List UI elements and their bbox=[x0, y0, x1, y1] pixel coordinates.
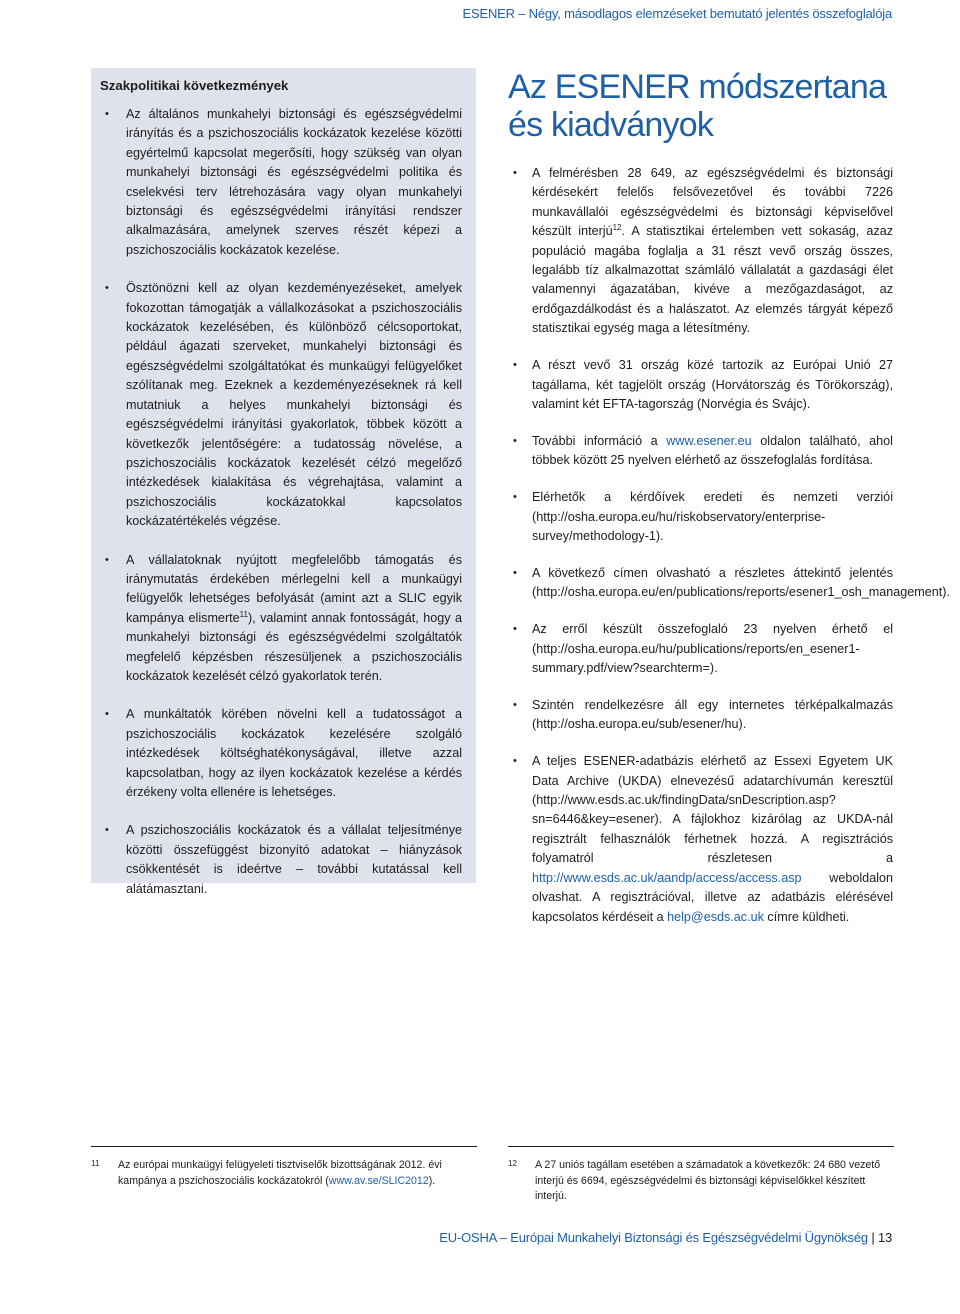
item-text: . A statisztikai értelemben vett sokaság, azaz populáció magába foglalja a 31 részt vevő ország összes, legalább tíz alkalmazottat számláló vállalatát a gazdasági élet valamennyi ágazatában, kivéve a mezőgazdaságot, az erdőgazdálkodást és a halászatot. Az elemzés tárgyát képező statisztikai egység maga a létesítmény. bbox=[532, 224, 893, 336]
list-item: • A következő címen olvasható a részletes áttekintő jelentés (http://osha.europa.eu/en/publications/reports/esener1_osh_management). bbox=[508, 564, 893, 603]
footnote-text: Az európai munkaügyi felügyeleti tisztviselők bizottságának 2012. évi kampánya a pszichoszociális kockázatokról (www.av.se/SLIC2012). bbox=[118, 1159, 442, 1187]
policy-implications-box bbox=[91, 68, 476, 896]
methodology-column bbox=[508, 68, 950, 944]
box-title: Szakpolitikai következmények bbox=[100, 78, 289, 93]
list-item: • A munkáltatók körében növelni kell a tudatosságot a pszichoszociális kockázatok kezelésére szolgáló intézkedések költséghatékonyságával, illetve azzal kapcsolatban, hogy az ilyen kockázatok kezelése a kérdés érzékeny volta ellenére is lehetséges. bbox=[100, 705, 462, 802]
title-line: és kiadványok bbox=[508, 106, 714, 144]
policy-list bbox=[100, 105, 462, 899]
item-text: A teljes ESENER-adatbázis elérhető az Essexi Egyetem UK Data Archive (UKDA) elnevezésű adatarchívumán keresztül (http://www.esds.ac.uk/findingData/snDescription.asp?sn=6446&key=esener). A fájlokhoz kizárólag az UKDA-nál regisztrált felhasználók férhetnek hozzá. A regisztrációs folyamatról részletesen a bbox=[532, 754, 893, 866]
footnote-number: 12 bbox=[508, 1159, 517, 1168]
footnote-11 bbox=[91, 1158, 477, 1189]
footnote-ref[interactable]: 12 bbox=[612, 223, 622, 233]
list-item: • Elérhetők a kérdőívek eredeti és nemzeti verziói (http://osha.europa.eu/hu/riskobservatory/enterprise-survey/methodology-1). bbox=[508, 488, 893, 546]
item-text: ), valamint annak fontosságát, hogy a munkahelyi biztonsági és egészségvédelmi szolgáltatók megfelelő képzésben részesüljenek a pszichoszociális kockázatok kezelését célzó gyakorlatok terén. bbox=[126, 610, 462, 683]
list-item: • A pszichoszociális kockázatok és a vállalat teljesítménye közötti összefüggést bizonyító adatokat – hiányzások csökkentését is ideértve – további kutatással kell alátámasztani. bbox=[100, 821, 462, 899]
slic-link[interactable]: www.av.se/SLIC2012 bbox=[328, 1174, 429, 1187]
footnote-number: 11 bbox=[91, 1159, 100, 1168]
item-text: weboldalon olvashat. A regisztrációval, illetve az adatbázis elérésével kapcsolatos kérdéseit a bbox=[532, 870, 893, 924]
item-text: A vállalatoknak nyújtott megfelelőbb támogatás és iránymutatás érdekében mérlegelni kell a munkaügyi felügyelők lehetséges befolyását (amint azt a SLIC egyik kampánya elismerte bbox=[126, 552, 462, 625]
footnote-divider bbox=[91, 1146, 477, 1147]
item-text: oldalon található, ahol többek között 25 nyelven elérhető az összefoglalás fordítása. bbox=[532, 433, 893, 468]
list-item bbox=[508, 164, 893, 339]
title-line: Az ESENER módszertana bbox=[508, 68, 887, 106]
footnote-ref[interactable]: 11 bbox=[239, 609, 248, 619]
list-item: • Ösztönözni kell az olyan kezdeményezéseket, amelyek fokozottan támogatják a vállalkozásokat a pszichoszociális kockázatok kezelésében, és különböző célcsoportokat, például ágazati szerveket, munkahelyi biztonsági és egészségvédelmi szolgáltatókat és munkaügyi felügyelőket szólítanak meg. Ezeknek a kezdeményezéseknek rá kell mutatniuk a helyes munkahelyi biztonsági és egészségvédelmi irányítási gyakorlatok, többek között a következők jelentőségére: a tudatosság növelése, a pszichoszociális kockázatok kezelését célzó megelőző intézkedések kialakítása és végrehajtása, valamint a pszichoszociális kockázatokkal kapcsolatos kockázatértékelés végzése. bbox=[100, 279, 462, 531]
page-number: 13 bbox=[877, 1230, 892, 1245]
footer-separator: | bbox=[871, 1230, 875, 1245]
item-text: További információ a bbox=[532, 433, 667, 448]
footnote-text: A 27 uniós tagállam esetében a számadatok a következők: 24 680 vezető interjú és 6694, egészségvédelmi és biztonsági képviselőkkel készített interjú. bbox=[535, 1159, 881, 1202]
list-item: • Szintén rendelkezésre áll egy internetes térképalkalmazás (http://osha.europa.eu/sub/esener/hu). bbox=[508, 696, 893, 735]
running-header: ESENER – Négy, másodlagos elemzéseket bemutató jelentés összefoglalója bbox=[462, 6, 892, 21]
esener-link[interactable]: www.esener.eu bbox=[666, 433, 752, 448]
list-item: • Az erről készült összefoglaló 23 nyelven érhető el (http://osha.europa.eu/hu/publications/reports/en_esener1-summary.pdf/view?searchterm=). bbox=[508, 620, 893, 678]
item-text: A felmérésben 28 649, az egészségvédelmi és biztonsági kérdésekért felelős felsővezetővel és további 7226 munkavállalói egészségvédelmi és biztonsági képviselővel készült interjú bbox=[532, 166, 893, 239]
footer-agency: EU-OSHA – Európai Munkahelyi Biztonsági és Egészségvédelmi Ügynökség bbox=[439, 1230, 868, 1245]
section-title bbox=[508, 68, 893, 144]
item-text: címre küldheti. bbox=[763, 909, 850, 924]
list-item: • A részt vevő 31 ország közé tartozik az Európai Unió 27 tagállama, két tagjelölt ország (Horvátország és Törökország), valamint két EFTA-tagország (Norvégia és Svájc). bbox=[508, 356, 893, 414]
email-link[interactable]: help@esds.ac.uk bbox=[667, 909, 764, 924]
list-item bbox=[508, 432, 893, 471]
footnote-divider bbox=[508, 1146, 894, 1147]
methodology-list bbox=[508, 164, 950, 927]
footnote-12 bbox=[508, 1158, 894, 1205]
list-item bbox=[508, 752, 893, 927]
page-footer bbox=[439, 1230, 892, 1245]
access-link[interactable]: http://www.esds.ac.uk/aandp/access/access.asp bbox=[532, 870, 802, 885]
list-item: • Az általános munkahelyi biztonsági és egészségvédelmi irányítás és a pszichoszociális kockázatok kezelése közötti egyértelmű kapcsolat megerősíti, hogy szükség van olyan munkahelyi biztonsági és egészségvédelmi politika és cselekvési terv létrehozására vagy olyan munkahelyi biztonsági és egészségvédelmi irányítási rendszer alkalmazására, amelynek szerves részét képezi a pszichoszociális kockázatok kezelése. bbox=[100, 105, 462, 260]
list-item bbox=[100, 551, 462, 687]
